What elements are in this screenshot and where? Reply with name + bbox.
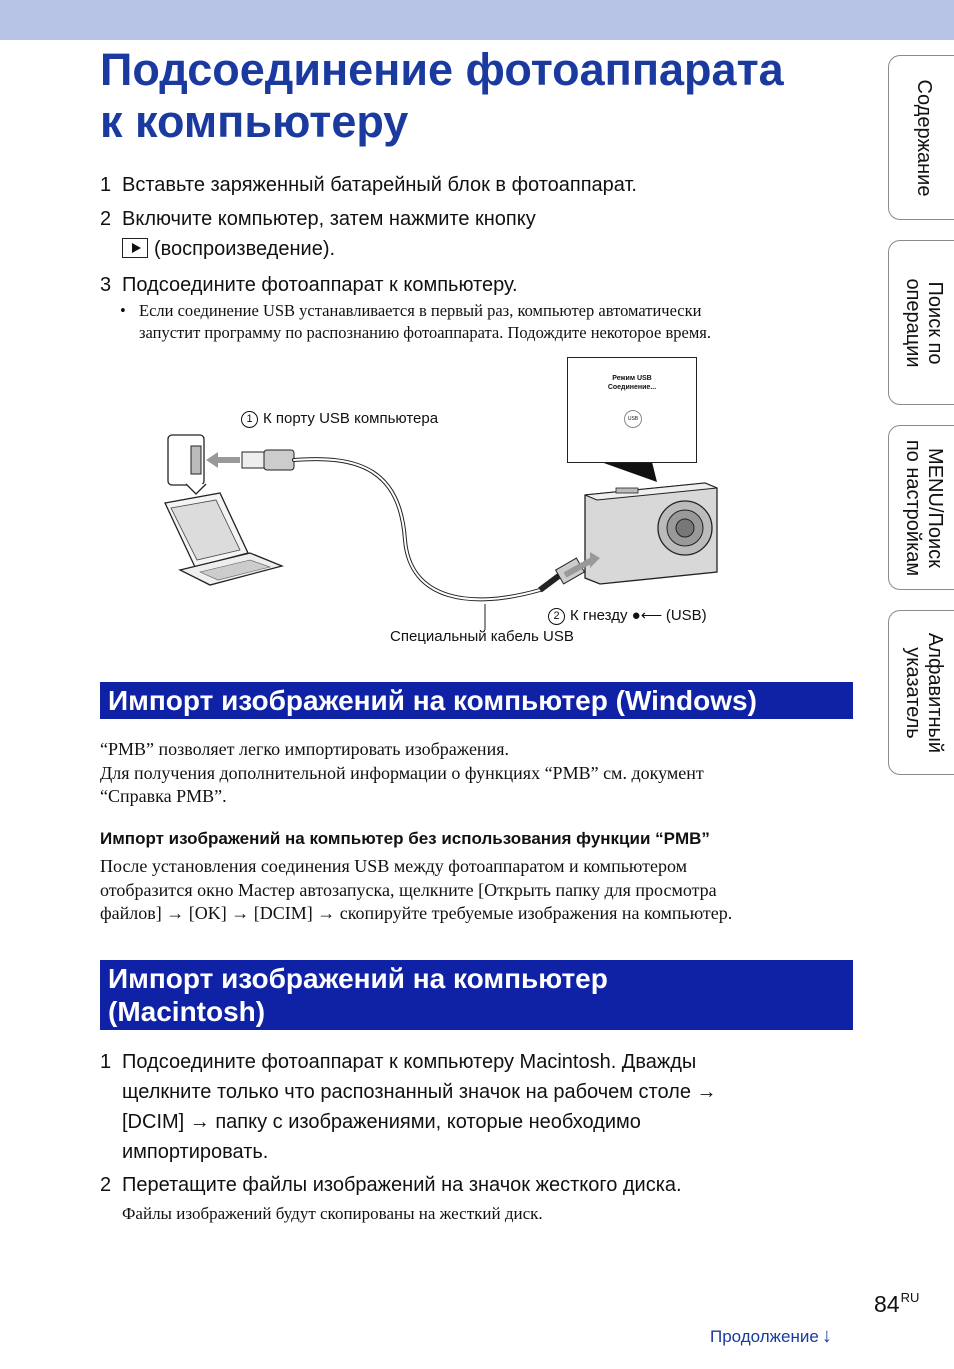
sidebar-tab-index[interactable]: Алфавитный указатель (888, 610, 954, 775)
label-usb-port: 1 К порту USB компьютера (241, 410, 438, 428)
label-usb-cable: Специальный кабель USB (390, 628, 574, 645)
step-number: 2 (100, 208, 112, 230)
step-text-line2: (воспроизведение). (122, 234, 536, 264)
callout-number-1: 1 (241, 411, 258, 428)
step-text: Вставьте заряженный батарейный блок в фотоаппарат. (122, 174, 637, 196)
continue-link[interactable]: Продолжение ↓ (710, 1325, 832, 1347)
bullet: • (120, 301, 126, 320)
screen-callout-pointer (601, 462, 657, 482)
arrow-down-icon: ↓ (821, 1325, 832, 1347)
usb-cable (294, 459, 540, 599)
step-1 (100, 170, 637, 200)
windows-without-pmb-text: После установления соединения USB между фотоаппаратом и компьютером отобразится окно Мастер автозапуска, щелкните [Открыть папку для просмотра файлов] → [OK] → [DCIM] → скопируйте требуемые изображения на компьютер. (100, 856, 733, 923)
step-2 (100, 204, 536, 264)
section-heading-windows: Импорт изображений на компьютер (Windows) (100, 682, 853, 719)
usb-plug-computer (206, 450, 294, 470)
note-line: Если соединение USB устанавливается в первый раз, компьютер автоматически (139, 301, 702, 320)
sidebar-tab-search-operation[interactable]: Поиск по операции (888, 240, 954, 405)
sidebar-tab-menu-search[interactable]: MENU/Поиск по настройкам (888, 425, 954, 590)
usb-symbol-icon: ●⟵ (631, 607, 663, 624)
top-bar (0, 0, 954, 40)
step-number: 1 (100, 1051, 112, 1073)
mac-step-2-note: Файлы изображений будут скопированы на жесткий диск. (122, 1204, 543, 1223)
page-number: $84^{RU}$ (874, 1290, 920, 1317)
step-number: 3 (100, 274, 112, 296)
step-text: Подсоедините фотоаппарат к компьютеру. (122, 274, 518, 296)
sidebar-tab-contents[interactable]: Содержание (888, 55, 954, 220)
callout-number-2: 2 (548, 608, 565, 625)
camera-screen-callout (567, 357, 697, 463)
step-number: 2 (100, 1174, 112, 1196)
play-button-icon (122, 238, 148, 258)
screen-text-mode: Режим USB (612, 375, 652, 382)
note-line: запустит программу по распознанию фотоаппарата. Подождите некоторое время. (139, 323, 711, 342)
step-number: 1 (100, 174, 112, 196)
mac-step-2: 2 Перетащите файлы изображений на значок жесткого диска. (100, 1170, 682, 1200)
step-text: Включите компьютер, затем нажмите кнопку (122, 208, 536, 230)
section-heading-mac: Импорт изображений на компьютер (Macintosh) (100, 960, 853, 1030)
page-title-line1: Подсоединение фотоаппарата (100, 44, 784, 95)
label-usb-jack: 2 К гнезду ●⟵ (USB) (548, 606, 707, 625)
mac-step-1: 1 Подсоедините фотоаппарат к компьютеру Macintosh. Дважды щелкните только что распознанный значок на рабочем столе → [DCIM] → папку с изображениями, которые необходимо импортировать. (100, 1047, 717, 1167)
subheading-without-pmb: Импорт изображений на компьютер без использования функции “PMB” (100, 829, 710, 848)
step-3 (100, 270, 518, 300)
note-usb-first-time (120, 300, 711, 344)
page-title (100, 44, 860, 148)
windows-intro: “PMB” позволяет легко импортировать изображения. Для получения дополнительной информации о функциях “PMB” см. документ “Справка PMB”. (100, 739, 704, 806)
camera-illustration (585, 483, 717, 584)
page-title-line2: к компьютеру (100, 96, 409, 147)
screen-text-connecting: Соединение... (607, 384, 657, 391)
usb-sync-icon: USB (624, 410, 642, 428)
page-suffix: RU (900, 1290, 920, 1305)
